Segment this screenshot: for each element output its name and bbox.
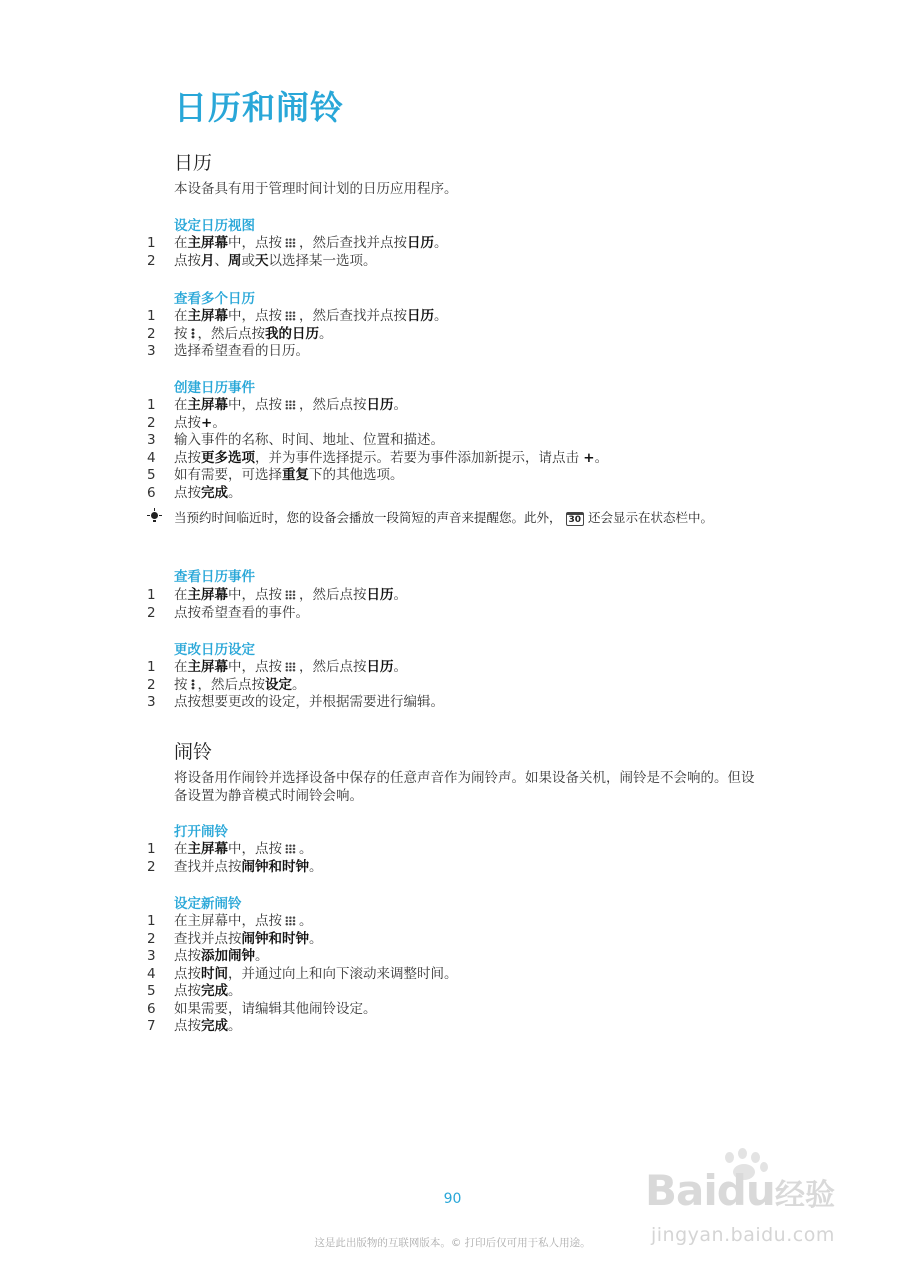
menu-dots-icon <box>191 679 195 690</box>
step: 1 在主屏幕中，点按 ，然后点按日历。 <box>147 587 407 603</box>
open-alarm-steps <box>147 841 767 876</box>
step: 2 按 ，然后点按我的日历。 <box>147 325 333 342</box>
tip-note: 当预约时间临近时，您的设备会播放一段简短的声音来提醒您。此外， 30 还会显示在状态栏中。 <box>147 509 767 526</box>
step: 1 在主屏幕中，点按 ，然后点按日历。 <box>147 659 407 675</box>
alarm-intro: 将设备用作闹铃并选择设备中保存的任意声音作为闹铃声。如果设备关机，闹铃是不会响的。但设备设置为静音模式时闹铃会响。 <box>174 770 755 804</box>
page-number: 90 <box>443 1191 462 1207</box>
set-view-steps <box>147 235 767 270</box>
create-event-heading: 创建日历事件 <box>174 380 255 396</box>
new-alarm-heading: 设定新闹铃 <box>174 896 242 912</box>
alarm-section-title: 闹铃 <box>174 741 213 763</box>
apps-grid-icon <box>285 844 296 854</box>
step: 1 在主屏幕中，点按 。 <box>147 841 313 857</box>
step: 2 查找并点按闹钟和时钟。 <box>147 858 323 875</box>
step: 2 点按+。 <box>147 414 226 431</box>
page-title: 日历和闹铃 <box>174 88 344 127</box>
plus-icon: + <box>201 414 213 431</box>
step: 4 点按时间，并通过向上和向下滚动来调整时间。 <box>147 965 458 982</box>
step: 2 按 ，然后点按设定。 <box>147 676 306 693</box>
step: 5 点按完成。 <box>147 983 242 999</box>
baidu-watermark <box>645 1148 855 1258</box>
calendar-icon: 30 <box>566 512 585 526</box>
footer-note: 这是此出版物的互联网版本。© 打印后仅可用于私人用途。 <box>314 1237 591 1249</box>
menu-dots-icon <box>191 328 195 339</box>
calendar-intro: 本设备具有用于管理时间计划的日历应用程序。 <box>174 181 458 197</box>
view-event-steps <box>147 587 767 622</box>
lightbulb-icon <box>147 509 174 525</box>
view-event-heading: 查看日历事件 <box>174 569 255 585</box>
step: 6 点按完成。 <box>147 484 242 501</box>
step: 1 在主屏幕中，点按 ，然后查找并点按日历。 <box>147 235 448 251</box>
step: 4 点按更多选项，并为事件选择提示。若要为事件添加新提示，请点击 +。 <box>147 449 609 466</box>
apps-grid-icon <box>285 590 296 600</box>
set-view-heading: 设定日历视图 <box>174 218 255 234</box>
multi-calendar-heading: 查看多个日历 <box>174 291 255 307</box>
step: 3 点按想要更改的设定，并根据需要进行编辑。 <box>147 694 444 710</box>
new-alarm-steps <box>147 913 767 1036</box>
calendar-settings-steps <box>147 659 767 712</box>
watermark-brand-cn: 经验 <box>775 1178 835 1213</box>
step: 2 查找并点按闹钟和时钟。 <box>147 930 323 947</box>
plus-icon: + <box>583 449 595 466</box>
step: 1 在主屏幕中，点按 ，然后查找并点按日历。 <box>147 308 448 324</box>
apps-grid-icon <box>285 662 296 672</box>
apps-grid-icon <box>285 311 296 321</box>
step: 3 选择希望查看的日历。 <box>147 343 309 359</box>
watermark-url: jingyan.baidu.com <box>651 1224 835 1246</box>
step: 5 如有需要，可选择重复下的其他选项。 <box>147 467 404 483</box>
step: 3 输入事件的名称、时间、地址、位置和描述。 <box>147 432 444 448</box>
apps-grid-icon <box>285 916 296 926</box>
multi-calendar-steps <box>147 308 767 361</box>
step: 2 点按希望查看的事件。 <box>147 604 309 621</box>
step: 1 在主屏幕中，点按 。 <box>147 913 313 929</box>
apps-grid-icon <box>285 238 296 248</box>
step: 2 点按月、周或天以选择某一选项。 <box>147 252 377 269</box>
create-event-steps <box>147 397 767 502</box>
step: 6 如果需要，请编辑其他闹铃设定。 <box>147 1000 377 1017</box>
calendar-section-title: 日历 <box>174 152 213 174</box>
step: 7 点按完成。 <box>147 1018 242 1034</box>
step: 3 点按添加闹钟。 <box>147 948 269 964</box>
step: 1 在主屏幕中，点按 ，然后点按日历。 <box>147 397 407 413</box>
calendar-settings-heading: 更改日历设定 <box>174 642 255 658</box>
apps-grid-icon <box>285 400 296 410</box>
open-alarm-heading: 打开闹铃 <box>174 824 228 840</box>
watermark-brand: Baidu <box>645 1166 775 1215</box>
